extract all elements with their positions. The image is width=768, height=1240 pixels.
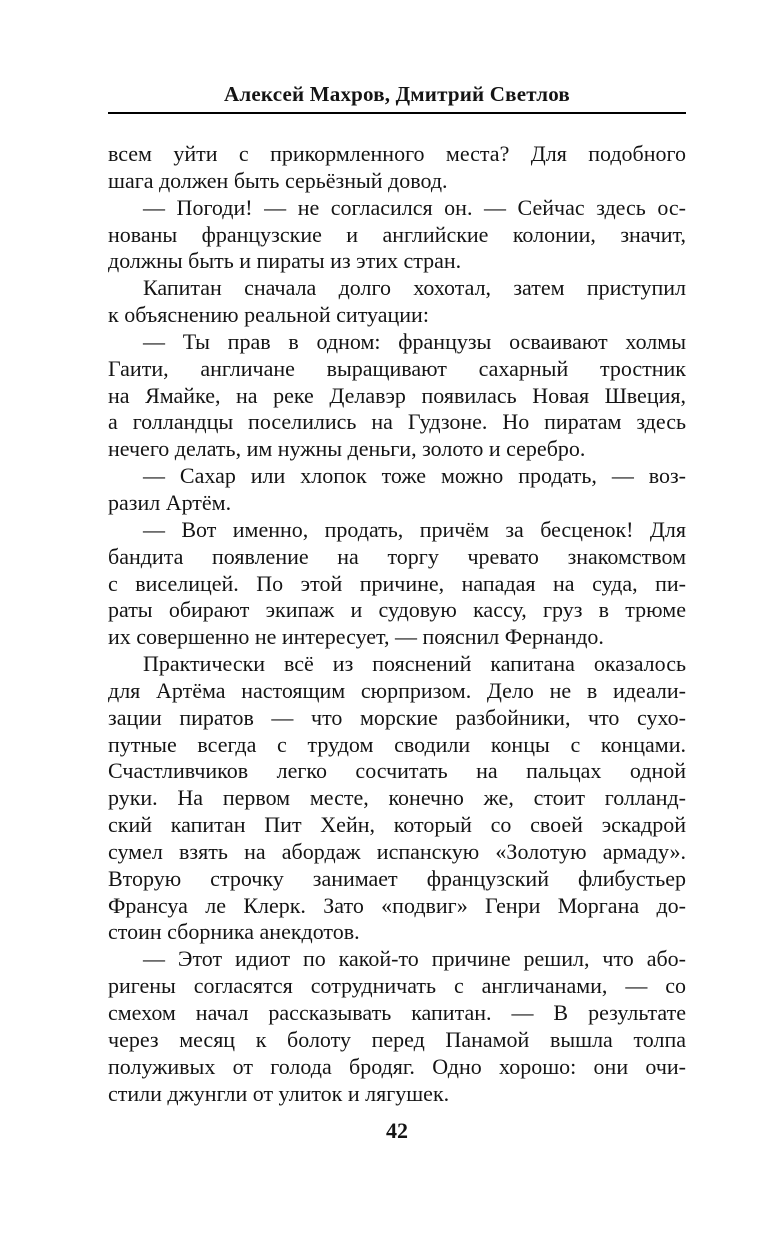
text-line: стили джунгли от улиток и лягушек. (108, 1080, 450, 1106)
text-line: через месяц к болоту перед Панамой вышла толпа (108, 1026, 686, 1052)
text-line: а голландцы поселились на Гудзоне. Но пиратам здесь (108, 409, 686, 435)
header-divider (108, 112, 686, 114)
text-line: руки. На первом месте, конечно же, стоит голланд- (108, 785, 686, 811)
text-line: раты обирают экипаж и судовую кассу, груз в трюме (108, 597, 686, 623)
text-line: нованы французские и английские колонии, значит, (108, 221, 686, 247)
text-line: разил Артём. (108, 489, 232, 515)
text-line: их совершенно не интересует, — пояснил Фернандо. (108, 624, 604, 650)
text-line: — Этот идиот по какой-то причине решил, что або- (143, 946, 686, 972)
text-line: ский капитан Пит Хейн, который со своей эскадрой (108, 812, 686, 838)
text-line: путные всегда с трудом сводили концы с концами. (108, 731, 686, 757)
text-line: Вторую строчку занимает французский флибустьер (108, 865, 686, 891)
text-line: — Сахар или хлопок тоже можно продать, — воз- (143, 463, 686, 489)
text-line: Счастливчиков легко сосчитать на пальцах одной (108, 758, 686, 784)
body-text (108, 141, 686, 1107)
text-line: Капитан сначала долго хохотал, затем приступил (143, 275, 686, 301)
text-line: ригены согласятся сотрудничать с англичанами, — со (108, 973, 686, 999)
text-line: с виселицей. По этой причине, нападая на суда, пи- (108, 570, 686, 596)
text-line: Практически всё из пояснений капитана оказалось (143, 651, 686, 677)
running-head: Алексей Махров, Дмитрий Светлов (224, 82, 570, 106)
text-line: должны быть и пираты из этих стран. (108, 248, 462, 274)
text-line: сумел взять на абордаж испанскую «Золотую армаду». (108, 838, 686, 864)
text-line: к объяснению реальной ситуации: (108, 302, 429, 328)
text-line: стоин сборника анекдотов. (108, 919, 360, 945)
text-line: всем уйти с прикормленного места? Для подобного (108, 141, 686, 166)
text-line: смехом начал рассказывать капитан. — В результате (108, 1000, 686, 1025)
text-line: нечего делать, им нужны деньги, золото и серебро. (108, 436, 586, 462)
text-line: бандита появление на торгу чревато знакомством (108, 543, 686, 569)
page-number: 42 (386, 1118, 408, 1144)
text-line: — Вот именно, продать, причём за бесценок! Для (143, 516, 686, 542)
text-line: на Ямайке, на реке Делавэр появилась Новая Швеция, (108, 382, 686, 408)
text-line: полуживых от голода бродяг. Одно хорошо: они очи- (108, 1053, 686, 1079)
text-line: Гаити, англичане выращивают сахарный тростник (108, 355, 686, 381)
text-line: для Артёма настоящим сюрпризом. Дело не в идеали- (108, 677, 686, 703)
text-line: зации пиратов — что морские разбойники, что сухо- (108, 704, 686, 730)
text-line: — Ты прав в одном: французы осваивают холмы (143, 328, 686, 354)
text-line: шага должен быть серьёзный довод. (108, 167, 448, 193)
text-line: — Погоди! — не согласился он. — Сейчас здесь ос- (143, 194, 686, 220)
text-line: Франсуа ле Клерк. Зато «подвиг» Генри Моргана до- (108, 892, 686, 918)
text-column (108, 83, 686, 1143)
